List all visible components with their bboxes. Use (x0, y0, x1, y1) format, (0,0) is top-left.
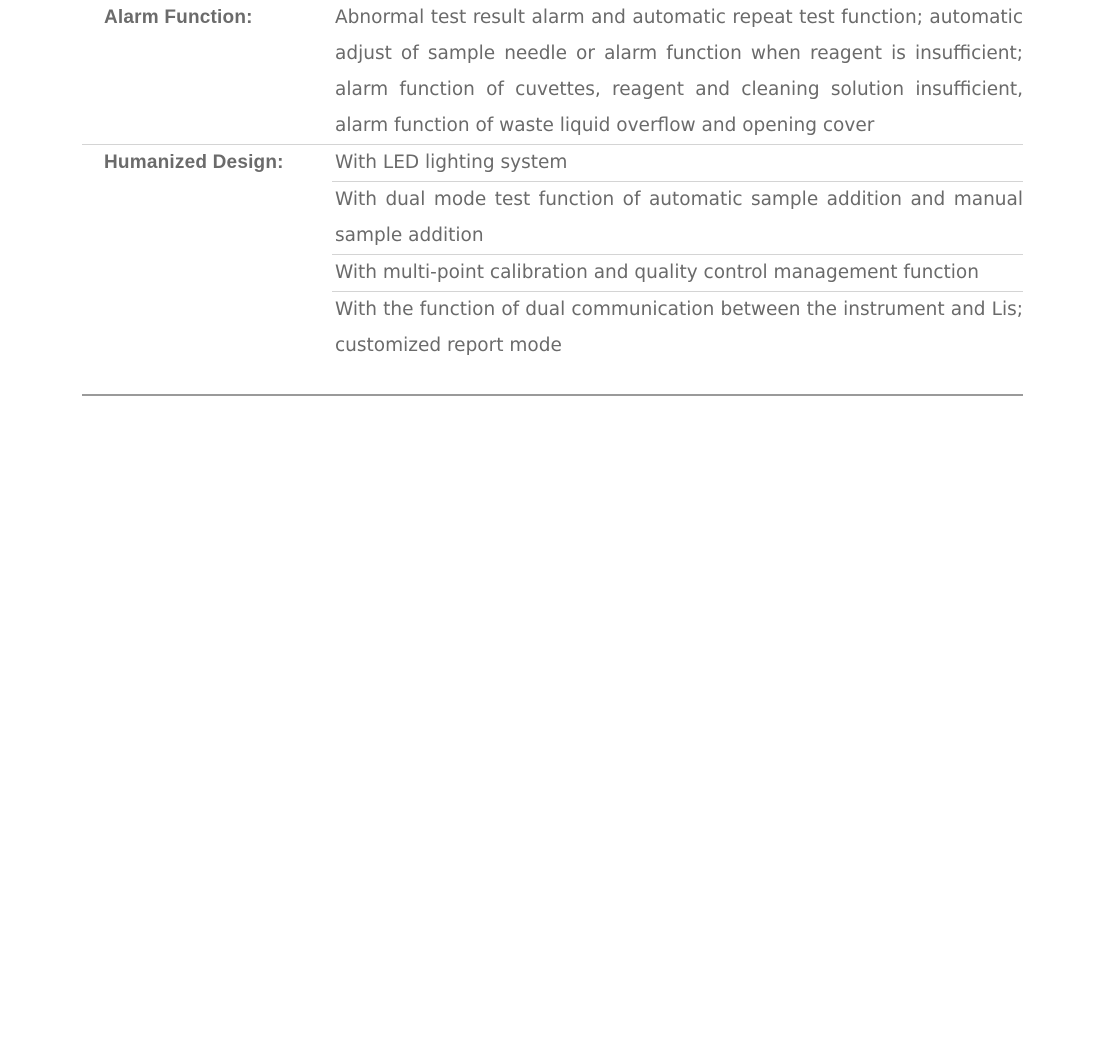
spec-item: With dual mode test function of automatic sample addition and manual sample addition (332, 181, 1023, 254)
spec-item: With the function of dual communication between the instrument and Lis; customized report mode (332, 291, 1023, 364)
spec-values (332, 145, 1023, 364)
spec-table (82, 0, 1023, 396)
spec-item: With multi-point calibration and quality control management function (332, 254, 1023, 291)
spec-values (332, 0, 1023, 144)
spec-item: With LED lighting system (335, 152, 568, 173)
spec-row-humanized-design (82, 144, 1023, 364)
spec-label: Alarm Function: (104, 7, 253, 28)
spec-row-alarm-function (82, 0, 1023, 144)
spec-label: Humanized Design: (104, 152, 284, 173)
spec-item: Abnormal test result alarm and automatic repeat test function; automatic adjust of sample needle or alarm function when reagent is insufficient; alarm function of cuvettes, reagent and cleaning solution insufficient, alarm function of waste liquid overflow and opening cover (335, 7, 1023, 136)
